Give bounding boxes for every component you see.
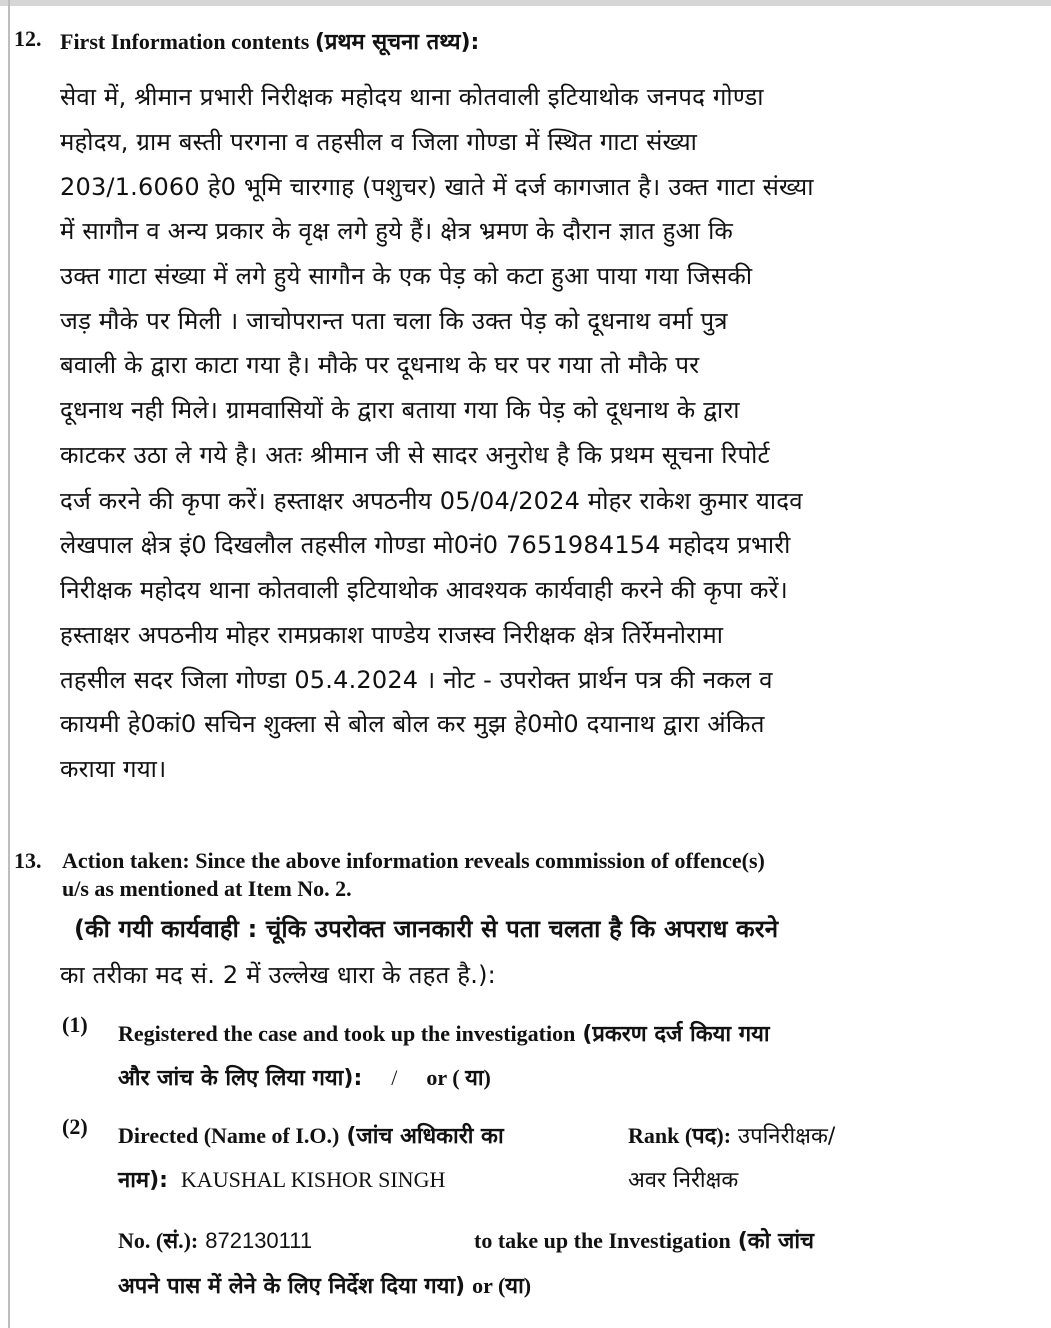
item-1-line1 xyxy=(118,1018,770,1048)
last-line-or: or (या) xyxy=(472,1273,532,1298)
fir-line: निरीक्षक महोदय थाना कोतवाली इटियाथोक आवश्यक कार्यवाही करने की कृपा करें। xyxy=(60,576,788,604)
io-number-line xyxy=(118,1225,312,1255)
last-line xyxy=(118,1270,531,1300)
take-up-line xyxy=(474,1225,814,1255)
fir-line: में सागौन व अन्य प्रकार के वृक्ष लगे हुये हैं। क्षेत्र भ्रमण के दौरान ज्ञात हुआ कि xyxy=(60,217,733,245)
section-12-heading-hi: (प्रथम सूचना तथ्य): xyxy=(314,30,480,55)
fir-line: सेवा में, श्रीमान प्रभारी निरीक्षक महोदय थाना कोतवाली इटियाथोक जनपद गोण्डा xyxy=(60,83,764,111)
section-13-heading-line2: u/s as mentioned at Item No. 2. xyxy=(62,876,352,901)
fir-line: हस्ताक्षर अपठनीय मोहर रामप्रकाश पाण्डेय राजस्व निरीक्षक क्षेत्र तिर्रेमनोरामा xyxy=(60,621,724,649)
io-number-label: No. (सं.): xyxy=(118,1228,199,1253)
item-1-number: (1) xyxy=(62,1012,88,1037)
take-up-hi: (को जांच xyxy=(737,1229,814,1254)
item-1-text-hi-2: और जांच के लिए लिया गया): xyxy=(118,1066,363,1091)
fir-line: दर्ज करने की कृपा करें। हस्ताक्षर अपठनीय 05/04/2024 मोहर राकेश कुमार यादव xyxy=(60,487,803,515)
rank-label: Rank (पद): xyxy=(628,1123,732,1148)
item-2-number: (2) xyxy=(62,1114,88,1139)
section-13-heading-line1: Action taken: Since the above information reveals commission of offence(s) xyxy=(62,848,765,873)
fir-line: कराया गया। xyxy=(60,755,167,783)
directed-label-hi: (जांच अधिकारी का xyxy=(346,1124,504,1149)
fir-line: तहसील सदर जिला गोण्डा 05.4.2024 । नोट - उपरोक्त प्रार्थन पत्र की नकल व xyxy=(60,666,773,694)
take-up-en: to take up the Investigation xyxy=(474,1228,731,1253)
page-top-edge xyxy=(0,0,1051,6)
fir-line: महोदय, ग्राम बस्ती परगना व तहसील व जिला गोण्डा में स्थित गाटा संख्या xyxy=(60,128,698,156)
fir-line: लेखपाल क्षेत्र इं0 दिखलौल तहसील गोण्डा मो0नं0 7651984154 महोदय प्रभारी xyxy=(60,531,791,559)
item-1-or: or ( या) xyxy=(426,1065,491,1090)
item-1-separator: / xyxy=(391,1065,398,1090)
fir-line: जड़ मौके पर मिली । जाचोपरान्त पता चला कि उक्त पेड़ को दूधनाथ वर्मा पुत्र xyxy=(60,307,728,335)
item-1-text-hi: (प्रकरण दर्ज किया गया xyxy=(582,1022,770,1047)
section-12-heading-en: First Information contents xyxy=(60,29,310,54)
directed-label-en: Directed (Name of I.O.) xyxy=(118,1123,340,1148)
section-13-hindi-line1: (की गयी कार्यवाही : चूंकि उपरोक्त जानकारी से पता चलता है कि अपराध करने xyxy=(74,915,779,943)
fir-line: काटकर उठा ले गये है। अतः श्रीमान जी से सादर अनुरोध है कि प्रथम सूचना रिपोर्ट xyxy=(60,441,770,469)
fir-line: कायमी हे0कां0 सचिन शुक्ला से बोल बोल कर मुझ हे0मो0 दयानाथ द्वारा अंकित xyxy=(60,710,765,738)
io-name-label: नाम): xyxy=(118,1168,168,1193)
fir-line: दूधनाथ नही मिले। ग्रामवासियों के द्वारा बताया गया कि पेड़ को दूधनाथ के द्वारा xyxy=(60,396,740,424)
fir-line: उक्त गाटा संख्या में लगे हुये सागौन के एक पेड़ को कटा हुआ पाया गया जिसकी xyxy=(60,262,753,290)
section-13-number: 13. xyxy=(14,848,42,873)
item-2-name xyxy=(118,1164,445,1194)
rank-value-1: उपनिरीक्षक/ xyxy=(738,1124,836,1149)
io-number-value: 872130111 xyxy=(205,1228,313,1253)
io-name-value: KAUSHAL KISHOR SINGH xyxy=(180,1167,446,1192)
page-left-edge xyxy=(8,0,10,1328)
section-12-heading xyxy=(60,26,479,56)
item-2-directed xyxy=(118,1120,504,1150)
item-1-line2 xyxy=(118,1062,491,1092)
section-13-hindi-line2: का तरीका मद सं. 2 में उल्लेख धारा के तहत है.): xyxy=(60,961,496,989)
section-12-number: 12. xyxy=(14,26,42,51)
fir-line: बवाली के द्वारा काटा गया है। मौके पर दूधनाथ के घर पर गया तो मौके पर xyxy=(60,351,700,379)
rank-value-2: अवर निरीक्षक xyxy=(628,1168,739,1193)
item-1-text-en: Registered the case and took up the investigation xyxy=(118,1021,576,1046)
rank-line xyxy=(628,1120,835,1150)
last-line-hi: अपने पास में लेने के लिए निर्देश दिया गया) xyxy=(118,1274,466,1299)
fir-line: 203/1.6060 हे0 भूमि चारगाह (पशुचर) खाते में दर्ज कागजात है। उक्त गाटा संख्या xyxy=(60,173,814,201)
